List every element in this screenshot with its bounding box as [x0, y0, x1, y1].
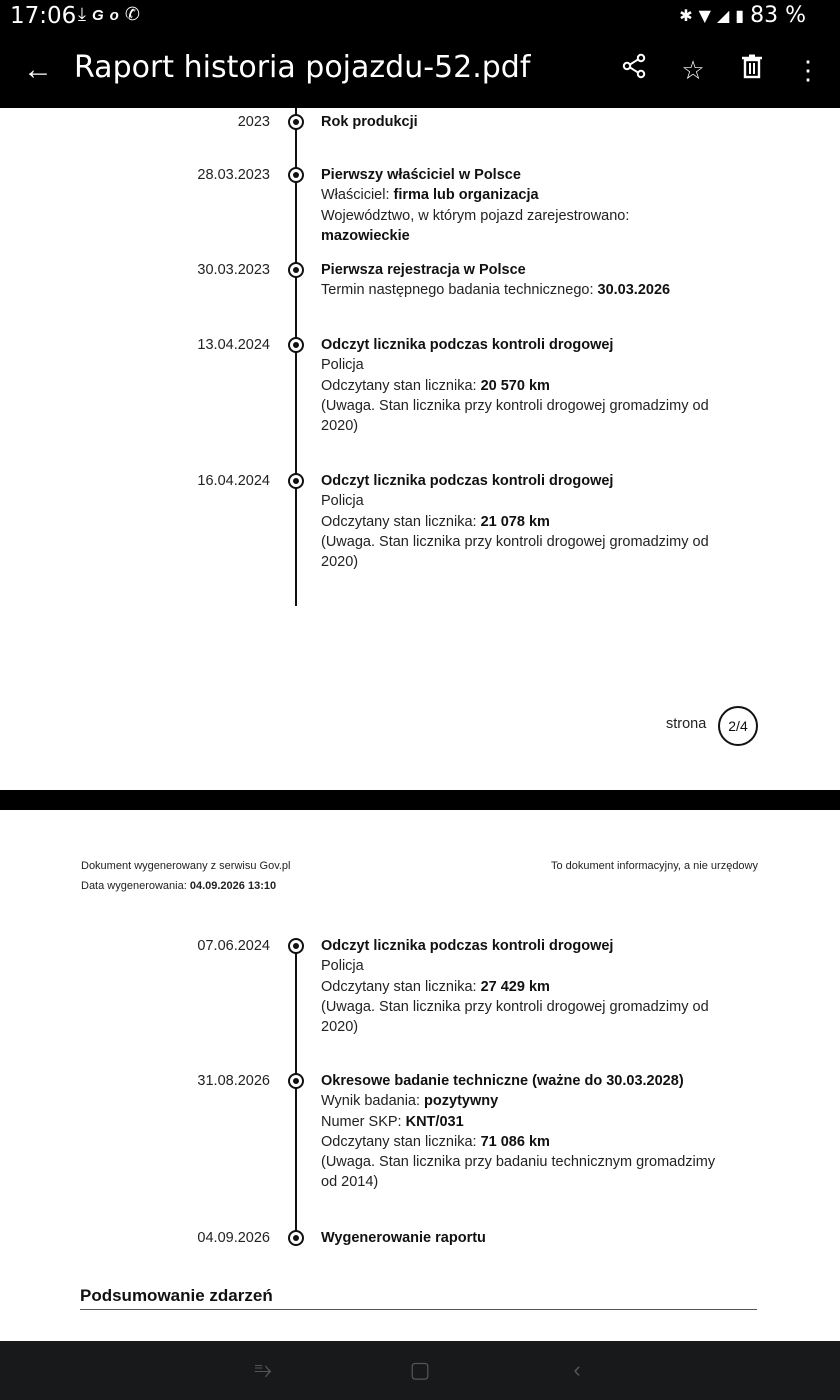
event-line-label: Odczytany stan licznika: [321, 1133, 481, 1150]
event-details [321, 335, 721, 436]
go-app-icon: Go [91, 7, 125, 24]
timeline-dot-icon [288, 938, 304, 954]
navigation-bar [0, 1341, 840, 1400]
header-note: To dokument informacyjny, a nie urzędowy [550, 860, 758, 872]
pdf-page-2 [0, 108, 840, 790]
event-details [321, 1228, 721, 1248]
event-line-value: 21 078 km [480, 513, 550, 530]
event-line: Policja [321, 493, 364, 510]
event-line [321, 512, 721, 532]
app-bar [0, 34, 840, 108]
event-line: (Uwaga. Stan licznika przy kontroli drogowej gromadzimy od 2020) [321, 998, 709, 1036]
event-line-value: mazowieckie [321, 227, 410, 244]
event-line: Policja [321, 357, 364, 374]
signal-icon: ◢ [716, 6, 730, 25]
wifi-icon: ▼ [698, 6, 711, 25]
event-line: Odczyt licznika podczas kontroli drogowej [321, 473, 614, 489]
home-icon[interactable]: ▢ [409, 1357, 431, 1382]
event-line: Policja [321, 958, 364, 975]
event-line [321, 185, 721, 205]
event-line-label: Województwo, w którym pojazd zarejestrowano: [321, 207, 630, 224]
star-icon[interactable]: ☆ [681, 55, 705, 85]
event-date: 07.06.2024 [197, 938, 270, 954]
event-date: 04.09.2026 [197, 1230, 270, 1246]
event-date: 28.03.2023 [197, 167, 270, 183]
event-line-label: Odczytany stan licznika: [321, 978, 481, 995]
status-time: 17:06 [10, 3, 77, 29]
event-line: (Uwaga. Stan licznika przy kontroli drogowej gromadzimy od 2020) [321, 397, 709, 435]
document-header-left [81, 856, 291, 896]
system-icons [679, 3, 806, 28]
back-nav-icon[interactable]: ‹ [573, 1357, 581, 1382]
event-line-label: Właściciel: [321, 187, 394, 204]
notification-icons [78, 4, 146, 25]
timeline-dot-icon [288, 337, 304, 353]
event-line-value: KNT/031 [405, 1113, 464, 1130]
event-line-value: firma lub organizacja [393, 187, 539, 204]
share-icon[interactable] [614, 50, 654, 90]
back-arrow-icon[interactable]: ← [23, 53, 53, 86]
event-line-label: Odczytany stan licznika: [321, 377, 481, 394]
page-number [666, 706, 766, 746]
header-source: Dokument wygenerowany z serwisu Gov.pl [81, 860, 291, 872]
trash-icon-graphic [740, 53, 764, 79]
page-label: strona [666, 716, 707, 732]
event-date: 13.04.2024 [197, 337, 270, 353]
event-line: Pierwsza rejestracja w Polsce [321, 262, 526, 278]
event-line-label: Wynik badania: [321, 1093, 425, 1110]
timeline-dot-icon [288, 1073, 304, 1089]
event-line-value: 30.03.2026 [597, 282, 671, 299]
event-line-label: Numer SKP: [321, 1113, 406, 1130]
event-date: 2023 [237, 114, 270, 130]
event-line-value: 27 429 km [480, 978, 550, 995]
event-date: 30.03.2023 [197, 262, 270, 278]
event-details [321, 260, 721, 301]
header-date-value: 04.09.2026 13:10 [189, 880, 277, 892]
event-line: (Uwaga. Stan licznika przy kontroli drogowej gromadzimy od 2020) [321, 533, 709, 571]
event-details [321, 471, 721, 572]
event-line: Odczyt licznika podczas kontroli drogowej [321, 938, 614, 954]
event-line [321, 376, 721, 396]
event-date: 31.08.2026 [197, 1073, 270, 1089]
event-line-value: pozytywny [424, 1093, 499, 1110]
recent-apps-icon[interactable]: ⥱ [254, 1357, 272, 1382]
pdf-page-3 [0, 810, 840, 1341]
event-line [321, 280, 721, 300]
event-line: Rok produkcji [321, 114, 418, 130]
event-date: 16.04.2024 [197, 473, 270, 489]
event-line [321, 1091, 721, 1111]
battery-icon: ▮ [735, 6, 745, 25]
event-line-label: Termin następnego badania technicznego: [321, 282, 598, 299]
viber-icon: ✆ [124, 4, 146, 24]
summary-heading: Podsumowanie zdarzeń [80, 1286, 757, 1310]
trash-icon[interactable] [732, 50, 772, 90]
event-line [321, 1132, 721, 1152]
timeline-dot-icon [288, 262, 304, 278]
header-date-label: Data wygenerowania: [81, 880, 190, 892]
download-icon: ⤓ [78, 4, 92, 24]
event-line-value: 20 570 km [480, 377, 550, 394]
event-details [321, 112, 721, 132]
event-line: (Uwaga. Stan licznika przy badaniu technicznym gromadzimy od 2014) [321, 1154, 716, 1191]
header-date [81, 876, 291, 896]
document-title: Raport historia pojazdu-52.pdf [74, 50, 531, 85]
battery-percent: 83 % [750, 3, 806, 28]
timeline-line [295, 944, 297, 1238]
event-details [321, 1071, 721, 1193]
event-line: Pierwszy właściciel w Polsce [321, 167, 521, 183]
event-line [321, 1112, 721, 1132]
timeline-dot-icon [288, 473, 304, 489]
timeline-dot-icon [288, 114, 304, 130]
page-number-badge: 2/4 [718, 706, 758, 746]
event-line [321, 206, 721, 247]
timeline-dot-icon [288, 167, 304, 183]
event-line: Odczyt licznika podczas kontroli drogowej [321, 337, 614, 353]
event-details [321, 165, 721, 246]
status-bar [0, 0, 840, 34]
bluetooth-icon: ✱ [679, 6, 693, 25]
event-line-value: 71 086 km [480, 1133, 550, 1150]
event-details [321, 936, 721, 1037]
timeline-dot-icon [288, 1230, 304, 1246]
event-line-label: Odczytany stan licznika: [321, 513, 481, 530]
event-line: Wygenerowanie raportu [321, 1230, 486, 1246]
more-options-icon[interactable]: ⋮ [795, 55, 821, 85]
event-line [321, 977, 721, 997]
share-icon-graphic [621, 53, 647, 79]
event-line: Okresowe badanie techniczne (ważne do 30.03.2028) [321, 1073, 684, 1089]
